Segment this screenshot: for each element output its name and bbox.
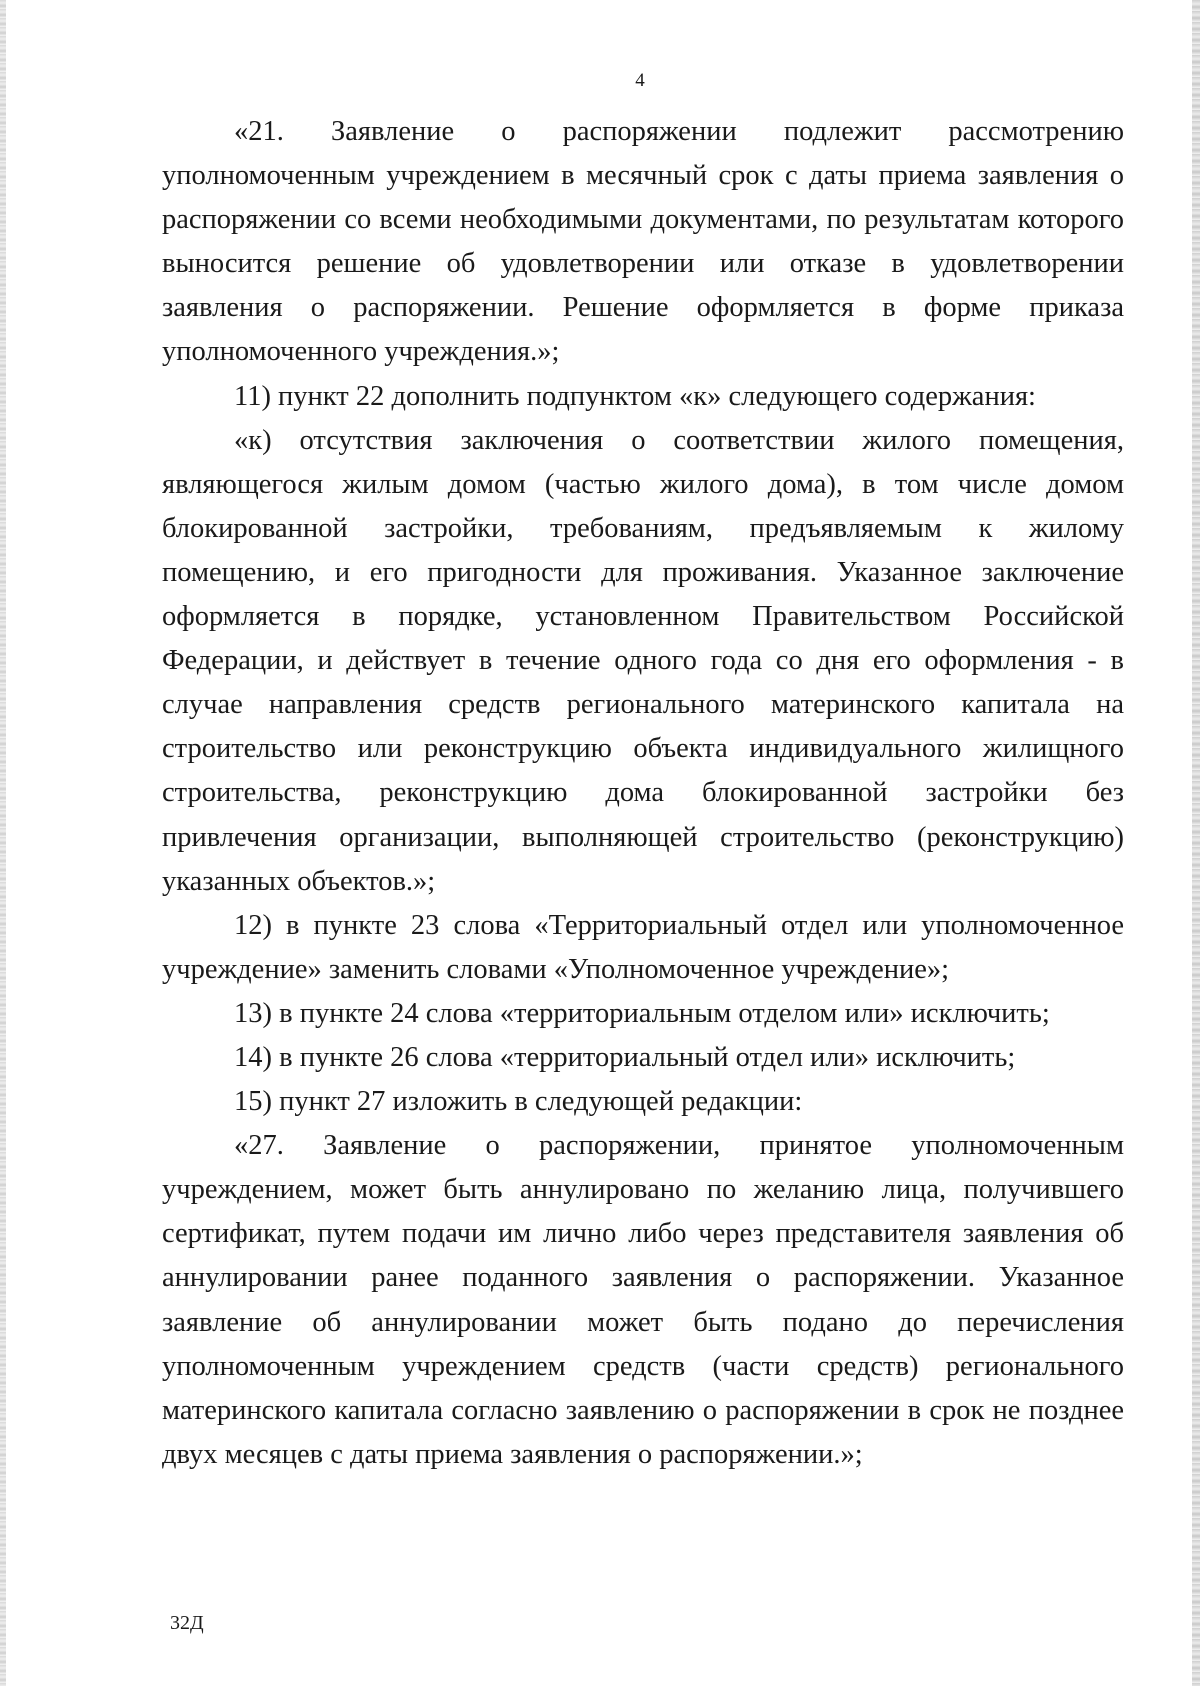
paragraph-subitem-k: «к) отсутствия заключения о соответствии жилого помещения, являющегося жилым домом (частью жилого дома), в том числе домом блокированной застройки, требованиям, предъявляемым к жилому помещению, и его пригодности для проживания. Указанное заключение оформляется в порядке, установленном Правительством Российской Федерации, и действует в течение одного года со дня его оформления - в случае направления средств регионального материнского капитала на строительство или реконструкцию объекта индивидуального жилищного строительства, реконструкцию дома блокированной застройки без привлечения организации, выполняющей строительство (реконструкцию) указанных объектов.»; [162, 424, 1124, 897]
paragraph-21: «21. Заявление о распоряжении подлежит рассмотрению уполномоченным учреждением в месячный срок с даты приема заявления о распоряжении со всеми необходимыми документами, по результатам которого выносится решение об удовлетворении или отказе в удовлетворении заявления о распоряжении. Решение оформляется в форме приказа уполномоченного учреждения.»; [162, 116, 1124, 368]
page-number: 4 [635, 70, 645, 91]
paragraph-item-15: 15) пункт 27 изложить в следующей редакции: [234, 1086, 803, 1118]
paragraph-item-12: 12) в пункте 23 слова «Территориальный отдел или уполномоченное учреждение» заменить словами «Уполномоченное учреждение»; [162, 909, 1124, 985]
document-body [162, 110, 1124, 1477]
paragraph-27: «27. Заявление о распоряжении, принятое уполномоченным учреждением, может быть аннулировано по желанию лица, получившего сертификат, путем подачи им лично либо через представителя заявления об аннулировании ранее поданного заявления о распоряжении. Указанное заявление об аннулировании может быть подано до перечисления уполномоченным учреждением средств (части средств) регионального материнского капитала согласно заявлению о распоряжении в срок не позднее двух месяцев с даты приема заявления о распоряжении.»; [162, 1130, 1124, 1470]
scan-edge-left [0, 0, 6, 1686]
scan-edge-right [1192, 0, 1200, 1686]
footer-code: 32Д [170, 1612, 204, 1634]
paragraph-item-14: 14) в пункте 26 слова «территориальный отдел или» исключить; [234, 1041, 1016, 1073]
paragraph-item-13: 13) в пункте 24 слова «территориальным отделом или» исключить; [234, 997, 1050, 1029]
paragraph-item-11: 11) пункт 22 дополнить подпунктом «к» следующего содержания: [234, 380, 1036, 412]
